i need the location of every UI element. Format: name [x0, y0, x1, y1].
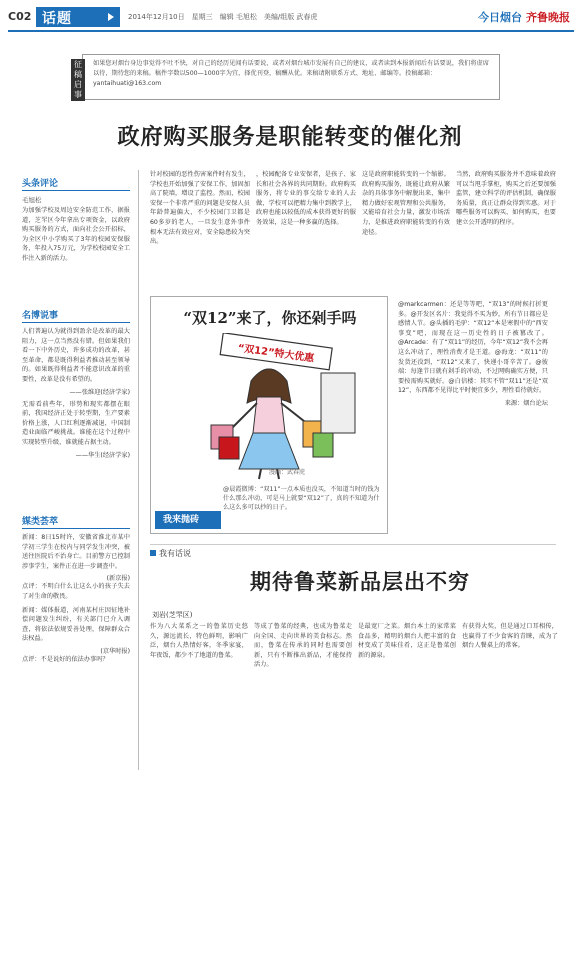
- blogger-section: [22, 308, 130, 459]
- bottom-byline: 刘岩(芝罘区): [152, 611, 193, 619]
- bottom-article-column-4: [462, 622, 558, 651]
- section-divider: [150, 544, 556, 545]
- media-digest-comment-2: 点评：不是说好的依法办事吗？: [22, 655, 109, 663]
- shopping-woman-illustration: [181, 333, 359, 481]
- call-for-papers-box: [74, 54, 500, 100]
- media-digest-label: 媒类荟萃: [22, 514, 130, 529]
- bottom-article-text-3: 是最宽厂之菜。烟台本土的家常菜食品多，精明的烟台人把丰富的食材变成了美味佳肴，这正是鲁菜创新的源泉。: [358, 623, 456, 659]
- reader-comments-source: 来源：烟台论坛: [504, 399, 548, 407]
- page-number: C02: [8, 10, 32, 23]
- reader-comments: [398, 300, 548, 407]
- bottom-article-text-4: 有获得大奖，但是通过口耳相传，也赢得了不少食客的青睐，成为了烟台人餐桌上的常客。: [462, 623, 558, 650]
- blogger-attribution-2: ——华生(经济学家): [75, 451, 130, 459]
- main-article-column-3: [362, 170, 450, 237]
- edition-meta: 2014年12月10日 星期三 编辑 毛旭松 美编/组版 武春虎: [128, 13, 318, 21]
- headline-comment-byline: 毛旭松: [22, 196, 42, 204]
- main-article-column-4: [456, 170, 556, 228]
- main-article-text-2: ，校园配备专业安保者，是孩子、家长和社会各界的共同期盼。政府购买服务，将专业的事交给专业的人去做，学校可以把精力集中到教学上，政府也能以较低的成本获得更好的服务效果，这是一种多赢的选择。: [256, 171, 356, 226]
- cartoon-sign-text: “双12”特大优惠: [236, 342, 315, 365]
- main-article-column-2: [256, 170, 356, 228]
- section-tab: [36, 7, 120, 27]
- page-header: [8, 7, 574, 29]
- header-divider: [8, 30, 574, 32]
- main-article-text-3: 这是政府职能转变的一个缩影。政府购买服务，既能让政府从繁杂的具体事务中解脱出来，集中精力做好宏观管理和公共服务，又能培育社会力量，激发市场活力，是推进政府职能转变的有效途径。: [362, 171, 450, 236]
- section-title: 话题: [42, 11, 72, 27]
- bottom-article-column-1: [150, 622, 248, 660]
- blogger-label: 名博说事: [22, 308, 130, 323]
- logo-text: 齐鲁晚报: [526, 11, 570, 24]
- main-article-text-1: 针对校园的恶性伤害案件时有发生，学校也开始加强了安保工作，加固加高了院墙，增设了监控。然而，校园安保一个非常严重的问题是安保人员年龄普遍偏大，不少校园门卫都是60多岁的老人，一旦发生意外事件根本无法有效应对，安全隐患较为突出。: [150, 171, 250, 246]
- column-divider: [138, 170, 139, 770]
- media-digest-news-2: 新闻：媒体报道，河南某村庄因征地补偿问题发生纠纷，有关部门已介入调查，将依法依规妥善处理，保障群众合法权益。: [22, 606, 130, 643]
- cartoon-title: “双12”来了，你还剁手吗: [183, 309, 357, 327]
- media-digest-comment-1: 点评：不明白什么让这么小的孩子失去了对生命的敬畏。: [22, 583, 130, 600]
- bottom-section-label: 我有话说: [150, 548, 191, 559]
- media-digest-news-1: 新闻：8日15时许，安徽省淮北市某中学初三学生在校内与同学发生冲突，被送往医院后不治身亡。目前警方已控制涉事学生，案件正在进一步调查中。: [22, 534, 130, 570]
- main-article-text-4: 当然，政府购买服务并不意味着政府可以当甩手掌柜，购买之后还要加强监管，建立科学的评估机制，确保服务质量，真正让群众得到实惠。对于哪些服务可以购买、如何购买，也要建立公开透明的程序。: [456, 171, 556, 226]
- main-headline: 政府购买服务是职能转变的催化剂: [117, 124, 463, 150]
- bottom-article-text-1: 作为八大菜系之一的鲁菜历史悠久，源远流长，特色鲜明，影响广泛，烟台人热情好客，冬季家宴，年夜饭，都少不了地道的鲁菜。: [150, 623, 248, 659]
- bottom-article-text-2: 等成了鲁菜的经典，也成为鲁菜走向全国、走向世界的美食标志。然而，鲁菜在传承的同时也需要创新，只有不断推出新品，才能保持活力。: [254, 623, 352, 669]
- media-digest-section: [22, 514, 130, 665]
- bottom-article-column-3: [358, 622, 456, 660]
- logo-prefix: 今日烟台: [478, 11, 522, 24]
- cartoon-box: [150, 296, 388, 534]
- main-article-column-1: [150, 170, 250, 247]
- cartoon-caption: @晨霞微博：“双11”一点本质也没买，不知道当时的钱为什么那么冲动，可是马上就要“双12”了，真的不知道为什么这么多可以抄的日子。: [223, 486, 380, 511]
- chevron-right-icon: [108, 13, 114, 21]
- newspaper-logo: [478, 9, 570, 25]
- call-for-papers-text: 如果您对烟台身边事觉得不吐不快，对自己的经历见闻有话要说，或者对烟台城市发展有自己的建议，或者读到本报新闻后有话要说，我们将虚席以待，期待您的来稿。稿件字数以500—1000字为宜，择优刊登，稿酬从优。来稿请附联系方式、地址、邮编等。投稿邮箱：yantaihuati@163.com: [93, 60, 489, 87]
- headline-comment-label: 头条评论: [22, 176, 130, 191]
- media-digest-source-1: (新京报): [106, 575, 130, 583]
- media-digest-source-2: (京华时报): [100, 647, 130, 655]
- headline-comment-section: [22, 176, 130, 264]
- reader-comments-text: @markcarmen：还是等等吧，“双13”的时候打折更多。@开发区名片：我觉得不买为妙，所有节日都应是感情人节。@头插的毛驴：“双12”本是寒假中的“西安事变”吧，而现在这一历史性的日子被篡改了。@Arcade：有了“双11”的经历，今年“双12”我不会再这么冲动了，理性消费才是王道。@海龙：“双11”的发货还没到，“双12”又来了，快递小哥辛苦了。@彼端：每逢节日就有剁手的冲动，不过网购确实方便，只要按需购买就好。@白信楼：其实不管“双11”还是“双12”，东西都不见得比平时便宜多少，理性看待就好。: [398, 301, 548, 395]
- blogger-attribution-1: ——张维迎(经济学家): [69, 388, 130, 396]
- blogger-text-1: 人们普遍认为就得到盈余是改革的最大阻力，这一点当然没有错。但如果我们看一下中外历史，许多成功的改革，甚至革命，都是既得利益者推动甚至领导的。如果既得利益者不能意识改革的重要性，改革是没有希望的。: [22, 328, 130, 383]
- call-for-papers-label: 征稿启事: [71, 59, 85, 101]
- blogger-text-2: 无需看前些年，形势和现实都摆在眼前，我国经济正处于转型期，生产要素价格上涨，人口红利逐渐减退，中国制造业面临严峻挑战。谁能在这个过程中实现转型升级，谁就能占据主动。: [22, 400, 130, 446]
- bottom-headline: 期待鲁菜新品层出不穷: [250, 569, 470, 594]
- cartoon-credit: 漫画：武春虎: [269, 469, 306, 476]
- bottom-article-column-2: [254, 622, 352, 670]
- headline-comment-text: 为加强学校及周边安全防范工作，据报道，芝罘区今年拿出专项资金，以政府购买服务的方式，面向社会公开招标，为全区中小学购买了3年的校园安保服务，年投入75万元，为学校校园安全工作注入新的活力。: [22, 207, 130, 262]
- cartoon-section-tag: 我来抛砖: [155, 511, 221, 529]
